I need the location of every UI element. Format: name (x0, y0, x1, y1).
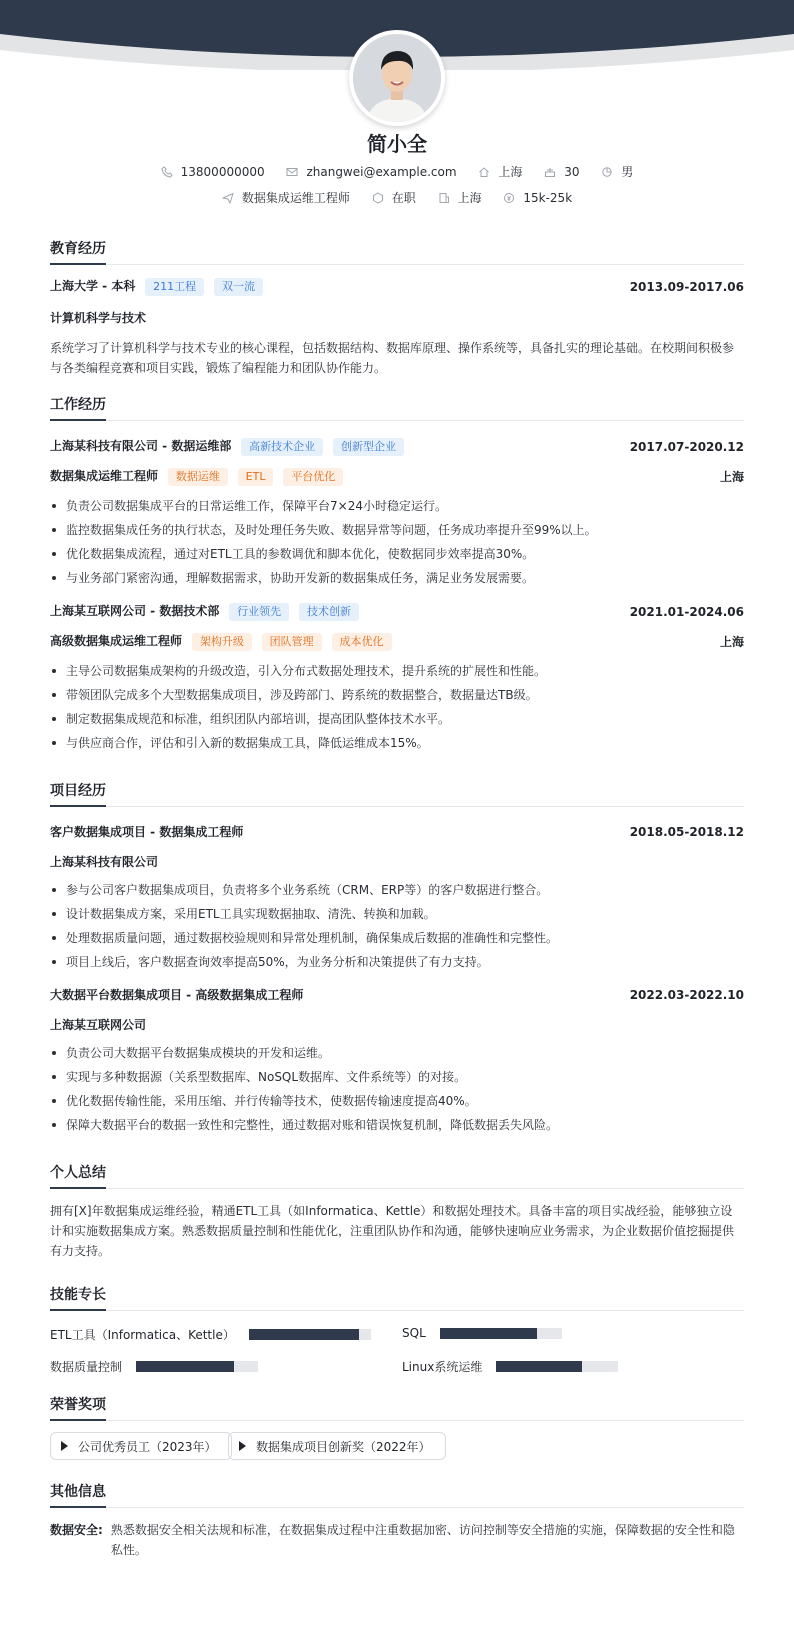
work-section (50, 394, 744, 759)
work-location: 上海 (719, 635, 744, 649)
age-text: 30 (564, 165, 580, 179)
project-name: 大数据平台数据集成项目 - 高级数据集成工程师 (50, 988, 304, 1002)
work-title: 数据集成运维工程师 (50, 469, 159, 483)
skill-bar (136, 1361, 258, 1372)
list-item: 负责公司数据集成平台的日常运维工作，保障平台7×24小时稳定运行。 (50, 498, 744, 514)
section-title-work: 工作经历 (50, 394, 744, 421)
company-tag: 行业领先 (229, 603, 289, 621)
list-item: 处理数据质量问题，通过数据校验规则和异常处理机制，确保集成后数据的准确性和完整性。 (50, 930, 744, 946)
company-tag: 高新技术企业 (241, 438, 323, 456)
target-city-text: 上海 (457, 191, 482, 205)
phone-item (161, 163, 265, 181)
list-item: 负责公司大数据平台数据集成模块的开发和运维。 (50, 1045, 744, 1061)
list-item: 项目上线后，客户数据查询效率提高50%，为业务分析和决策提供了有力支持。 (50, 954, 744, 970)
project-header (50, 823, 744, 840)
skill-item (50, 1358, 258, 1375)
section-title-awards: 荣誉奖项 (50, 1394, 744, 1421)
salary-icon (503, 192, 515, 204)
skill-name: 数据质量控制 (50, 1360, 123, 1374)
work-period: 2017.07-2020.12 (629, 439, 744, 454)
phone-text: 13800000000 (180, 165, 265, 179)
work-title-row (50, 632, 744, 651)
skill-name: SQL (402, 1326, 426, 1340)
work-company-row (50, 602, 744, 621)
summary-section (50, 1162, 744, 1261)
email-text: zhangwei@example.com (306, 165, 457, 179)
phone-icon (161, 166, 173, 178)
salary-item (503, 189, 572, 207)
project-company: 上海某互联网公司 (50, 1018, 147, 1032)
email-item (286, 163, 456, 181)
cake-icon (544, 166, 556, 178)
skill-tag: 架构升级 (192, 633, 252, 651)
avatar-photo (353, 34, 441, 122)
other-text: 熟悉数据安全相关法规和标准，在数据集成过程中注重数据加密、访问控制等安全措施的实施，保障数据的安全性和隐私性。 (110, 1523, 735, 1557)
age-item (544, 163, 579, 181)
work-title: 高级数据集成运维工程师 (50, 634, 183, 648)
project-header (50, 986, 744, 1003)
target-city-item (438, 189, 482, 207)
skill-tag: 成本优化 (332, 633, 392, 651)
award-text: 数据集成项目创新奖（2022年） (256, 1439, 431, 1454)
skill-bar-fill (440, 1328, 538, 1339)
project-entry (50, 986, 744, 1133)
list-item: 参与公司客户数据集成项目，负责将多个业务系统（CRM、ERP等）的客户数据进行整合。 (50, 882, 744, 898)
skill-bar (496, 1361, 618, 1372)
building-icon (438, 192, 450, 204)
project-period: 2018.05-2018.12 (629, 824, 744, 839)
contact-info-row (0, 163, 794, 183)
work-company-row (50, 437, 744, 456)
work-period: 2021.01-2024.06 (629, 604, 744, 619)
home-icon (478, 166, 490, 178)
skill-tag: 团队管理 (262, 633, 322, 651)
list-item: 与供应商合作，评估和引入新的数据集成工具，降低运维成本15%。 (50, 735, 744, 751)
summary-text: 拥有[X]年数据集成运维经验，精通ETL工具（如Informatica、Kettle）和数据处理技术。具备丰富的项目实战经验，能够独立设计和实施数据集成方案。熟悉数据质量控制和性能优化，注重团队协作和沟通，能够快速响应业务需求，为企业数据价值挖掘提供有力支持。 (50, 1204, 735, 1258)
skill-tag: ETL (238, 468, 274, 486)
city-item (478, 163, 522, 181)
work-entry (50, 602, 744, 751)
skill-name: ETL工具（Informatica、Kettle） (50, 1328, 235, 1342)
list-item: 设计数据集成方案，采用ETL工具实现数据抽取、清洗、转换和加载。 (50, 906, 744, 922)
list-item: 与业务部门紧密沟通，理解数据需求，协助开发新的数据集成任务，满足业务发展需要。 (50, 570, 744, 586)
list-item: 优化数据集成流程，通过对ETL工具的参数调优和脚本优化，使数据同步效率提高30%。 (50, 546, 744, 562)
award-item (50, 1432, 232, 1460)
list-item: 优化数据传输性能，采用压缩、并行传输等技术，使数据传输速度提高40%。 (50, 1093, 744, 1109)
school-name: 上海大学 - 本科 (50, 279, 136, 293)
skill-bar-fill (496, 1361, 581, 1372)
gender-text: 男 (621, 165, 634, 179)
project-entry (50, 823, 744, 970)
avatar (349, 30, 445, 126)
work-entry (50, 437, 744, 586)
work-company: 上海某互联网公司 - 数据技术部 (50, 604, 220, 618)
work-location: 上海 (719, 470, 744, 484)
skill-tag: 数据运维 (168, 468, 228, 486)
work-bullets (50, 498, 744, 586)
list-item: 监控数据集成任务的执行状态，及时处理任务失败、数据异常等问题，任务成功率提升至99%以上。 (50, 522, 744, 538)
education-tag: 双一流 (214, 278, 263, 296)
section-title-summary: 个人总结 (50, 1162, 744, 1189)
projects-section (50, 780, 744, 1141)
skill-bar-fill (249, 1329, 359, 1340)
project-period: 2022.03-2022.10 (629, 987, 744, 1002)
education-description: 系统学习了计算机科学与技术专业的核心课程，包括数据结构、数据库原理、操作系统等，具备扎实的理论基础。在校期间积极参与各类编程竞赛和项目实践，锻炼了编程能力和团队协作能力。 (50, 341, 735, 375)
company-tag: 创新型企业 (333, 438, 404, 456)
skill-tag: 平台优化 (283, 468, 343, 486)
other-section (50, 1481, 744, 1560)
education-section (50, 238, 744, 378)
project-bullets (50, 1045, 744, 1133)
gender-item (601, 163, 633, 181)
skills-section (50, 1284, 744, 1384)
project-company: 上海某科技有限公司 (50, 855, 159, 869)
salary-text: 15k-25k (523, 191, 573, 205)
work-company: 上海某科技有限公司 - 数据运维部 (50, 439, 232, 453)
project-bullets (50, 882, 744, 970)
candidate-name: 简小全 (367, 132, 427, 156)
play-icon (239, 1441, 246, 1451)
skill-bar (249, 1329, 371, 1340)
city-text: 上海 (498, 165, 523, 179)
list-item: 主导公司数据集成架构的升级改造，引入分布式数据处理技术，提升系统的扩展性和性能。 (50, 663, 744, 679)
section-title-other: 其他信息 (50, 1481, 744, 1508)
skill-bar (440, 1328, 562, 1339)
section-title-education: 教育经历 (50, 238, 744, 265)
mail-icon (286, 166, 298, 178)
skill-item (402, 1358, 618, 1375)
other-label: 数据安全: (50, 1523, 103, 1537)
skill-item (50, 1326, 371, 1343)
award-text: 公司优秀员工（2023年） (78, 1439, 217, 1454)
education-tag: 211工程 (145, 278, 204, 296)
section-title-skills: 技能专长 (50, 1284, 744, 1311)
project-name: 客户数据集成项目 - 数据集成工程师 (50, 825, 244, 839)
education-period: 2013.09-2017.06 (629, 279, 744, 294)
skill-name: Linux系统运维 (402, 1360, 483, 1374)
send-icon (222, 192, 234, 204)
skill-bar-fill (136, 1361, 234, 1372)
education-major: 计算机科学与技术 (50, 311, 147, 325)
skill-item (402, 1326, 562, 1340)
status-text: 在职 (391, 191, 416, 205)
award-item (228, 1432, 446, 1460)
other-item (50, 1520, 744, 1560)
position-item (222, 189, 350, 207)
position-text: 数据集成运维工程师 (241, 191, 350, 205)
list-item: 制定数据集成规范和标准，组织团队内部培训，提高团队整体技术水平。 (50, 711, 744, 727)
education-header (50, 277, 744, 296)
company-tag: 技术创新 (299, 603, 359, 621)
status-item (372, 189, 416, 207)
awards-section (50, 1394, 744, 1474)
work-bullets (50, 663, 744, 751)
gender-icon (601, 166, 613, 178)
list-item: 保障大数据平台的数据一致性和完整性，通过数据对账和错误恢复机制，降低数据丢失风险。 (50, 1117, 744, 1133)
work-title-row (50, 467, 744, 486)
play-icon (61, 1441, 68, 1451)
section-title-projects: 项目经历 (50, 780, 744, 807)
job-info-row (0, 189, 794, 209)
list-item: 实现与多种数据源（关系型数据库、NoSQL数据库、文件系统等）的对接。 (50, 1069, 744, 1085)
list-item: 带领团队完成多个大型数据集成项目，涉及跨部门、跨系统的数据整合，数据量达TB级。 (50, 687, 744, 703)
status-icon (372, 192, 384, 204)
